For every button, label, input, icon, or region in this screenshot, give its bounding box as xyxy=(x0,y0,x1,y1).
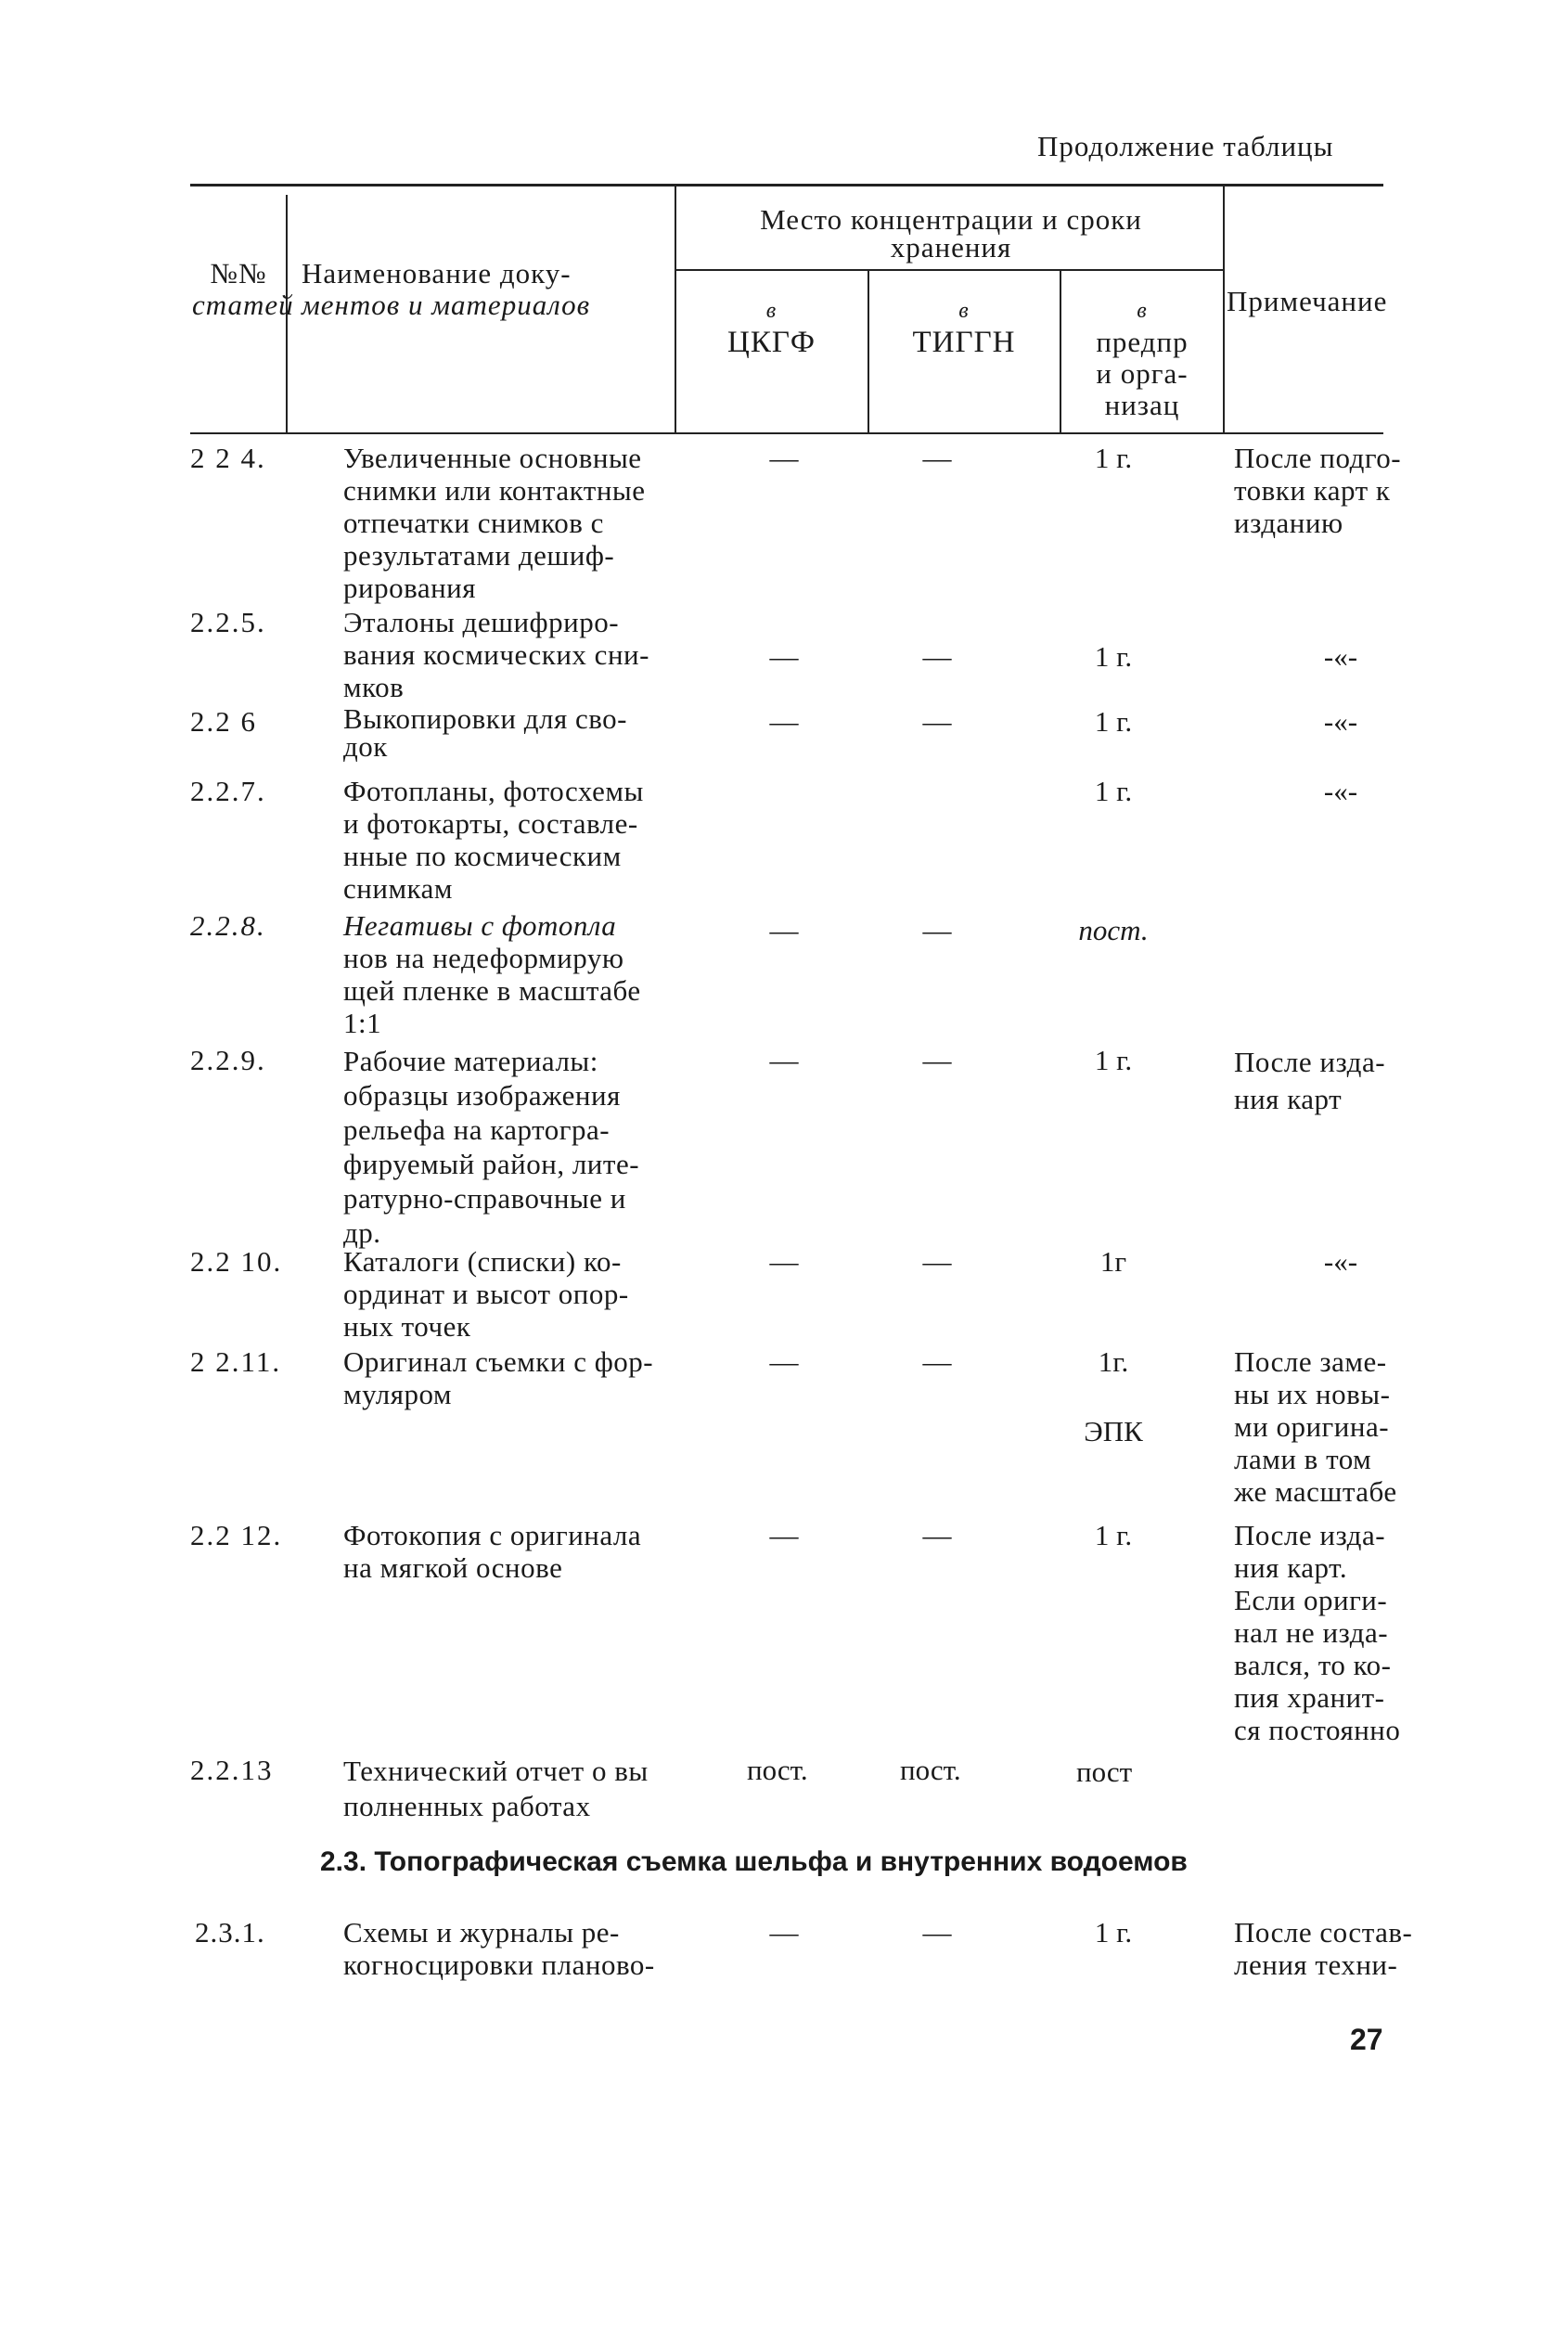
cell-enterprises-epk: ЭПК xyxy=(1084,1415,1143,1447)
col-divider-5 xyxy=(1223,186,1225,432)
cell-note: -«- xyxy=(1323,705,1358,738)
row-number: 2.2.13 xyxy=(190,1754,274,1786)
header-place-col: Место концентрации и сроки хранения xyxy=(760,203,1142,264)
cell-tskgf: — xyxy=(769,1519,799,1551)
cell-tskgf: — xyxy=(769,442,799,474)
cell-tskgf: пост. xyxy=(747,1754,808,1786)
col-divider-4 xyxy=(1060,269,1061,432)
cell-enterprises: 1 г. xyxy=(1094,705,1133,738)
row-name: Выкопировки для сво- док xyxy=(343,702,627,763)
row-name: Технический отчет о вы полненных работах xyxy=(343,1755,649,1822)
row-number: 2.2 6 xyxy=(190,705,257,738)
row-name: Каталоги (списки) ко- ординат и высот опор- ных точек xyxy=(343,1245,629,1343)
header-bottom-rule xyxy=(190,432,1383,434)
row-name: Оригинал съемки с фор- муляром xyxy=(343,1345,654,1410)
section-heading: 2.3. Топографическая съемка шельфа и внутренних водоемов xyxy=(320,1846,1188,1877)
cell-note: После заме- ны их новы- ми оригина- лами в том же масштабе xyxy=(1234,1345,1397,1508)
table-top-rule xyxy=(190,184,1383,186)
col-divider-3 xyxy=(868,269,869,432)
row-name: Фотопланы, фотосхемы и фотокарты, составле- нные по космическим снимкам xyxy=(343,775,644,905)
cell-enterprises: пост. xyxy=(1078,914,1149,946)
cell-tskgf: — xyxy=(769,640,799,673)
cell-note: -«- xyxy=(1323,640,1358,673)
cell-enterprises: 1 г. xyxy=(1094,1916,1133,1949)
cell-enterprises: 1 г. xyxy=(1094,1044,1133,1076)
row-number: 2.3.1. xyxy=(195,1916,265,1949)
cell-tiggn: — xyxy=(922,640,952,673)
row-number: 2 2 4. xyxy=(190,442,266,474)
cell-note: После состав- ления техни- xyxy=(1234,1916,1413,1981)
cell-tiggn: — xyxy=(922,914,952,946)
cell-note: -«- xyxy=(1323,775,1358,807)
cell-tskgf: — xyxy=(769,1044,799,1076)
cell-tskgf: — xyxy=(769,705,799,738)
header-sub-tskgf: в ЦКГФ xyxy=(727,299,816,359)
cell-tiggn: — xyxy=(922,705,952,738)
header-note-col: Примечание xyxy=(1227,285,1388,317)
row-name: Увеличенные основные снимки или контактные отпечатки снимков с результатами дешиф- рирования xyxy=(343,442,646,604)
row-name: Фотокопия с оригинала на мягкой основе xyxy=(343,1519,642,1584)
row-number: 2.2.8. xyxy=(190,909,266,942)
cell-tskgf: — xyxy=(769,1245,799,1278)
row-name: Рабочие материалы: образцы изображения рельефа на картогра- фируемый район, лите- ратурно-справочные и др. xyxy=(343,1045,640,1249)
row-number: 2.2.5. xyxy=(190,606,266,638)
row-number: 2.2 12. xyxy=(190,1519,283,1551)
cell-enterprises: 1 г. xyxy=(1094,1519,1133,1551)
cell-tskgf: — xyxy=(769,1345,799,1378)
cell-enterprises: 1 г. xyxy=(1094,640,1133,673)
cell-tskgf: — xyxy=(769,1916,799,1949)
row-name: Негативы с фотопла нов на недеформирую щей пленке в масштабе 1:1 xyxy=(343,909,641,1039)
cell-enterprises: 1 г. xyxy=(1094,442,1133,474)
row-name: Схемы и журналы ре- когносцировки планово- xyxy=(343,1916,655,1981)
header-num-col: №№ статей xyxy=(192,257,294,321)
row-number: 2.2.7. xyxy=(190,775,266,807)
cell-note: После изда- ния карт xyxy=(1234,1046,1386,1115)
row-name: Эталоны дешифриро- вания космических сни- мков xyxy=(343,606,649,703)
header-sub-tiggn: в ТИГГН xyxy=(912,299,1016,359)
row-number: 2 2.11. xyxy=(190,1345,282,1378)
cell-note: После изда- ния карт. Если ориги- нал не изда- вался, то ко- пия хранит- ся постоянно xyxy=(1234,1519,1401,1746)
cell-enterprises: 1г xyxy=(1099,1245,1127,1278)
row-number: 2.2.9. xyxy=(190,1044,266,1076)
cell-enterprises: пост xyxy=(1076,1756,1133,1788)
cell-tiggn: — xyxy=(922,1519,952,1551)
cell-note: После подго- товки карт к изданию xyxy=(1234,442,1402,539)
header-sub-enterprises: в предпр и орга- низац xyxy=(1096,299,1189,421)
cell-tiggn: — xyxy=(922,1044,952,1076)
page-number: 27 xyxy=(1350,2023,1383,2056)
cell-tiggn: — xyxy=(922,442,952,474)
header-name-col: Наименование доку- ментов и материалов xyxy=(302,257,591,321)
cell-tiggn: — xyxy=(922,1245,952,1278)
continuation-label: Продолжение таблицы xyxy=(1037,130,1334,162)
cell-note: -«- xyxy=(1323,1245,1358,1278)
cell-tiggn: — xyxy=(922,1916,952,1949)
col-divider-2 xyxy=(675,186,676,432)
cell-tiggn: — xyxy=(922,1345,952,1378)
row-number: 2.2 10. xyxy=(190,1245,283,1278)
cell-enterprises: 1 г. xyxy=(1094,775,1133,807)
cell-tskgf: — xyxy=(769,914,799,946)
place-subheader-rule xyxy=(675,269,1224,271)
cell-tiggn: пост. xyxy=(900,1754,961,1786)
cell-enterprises: 1г. xyxy=(1098,1345,1129,1378)
